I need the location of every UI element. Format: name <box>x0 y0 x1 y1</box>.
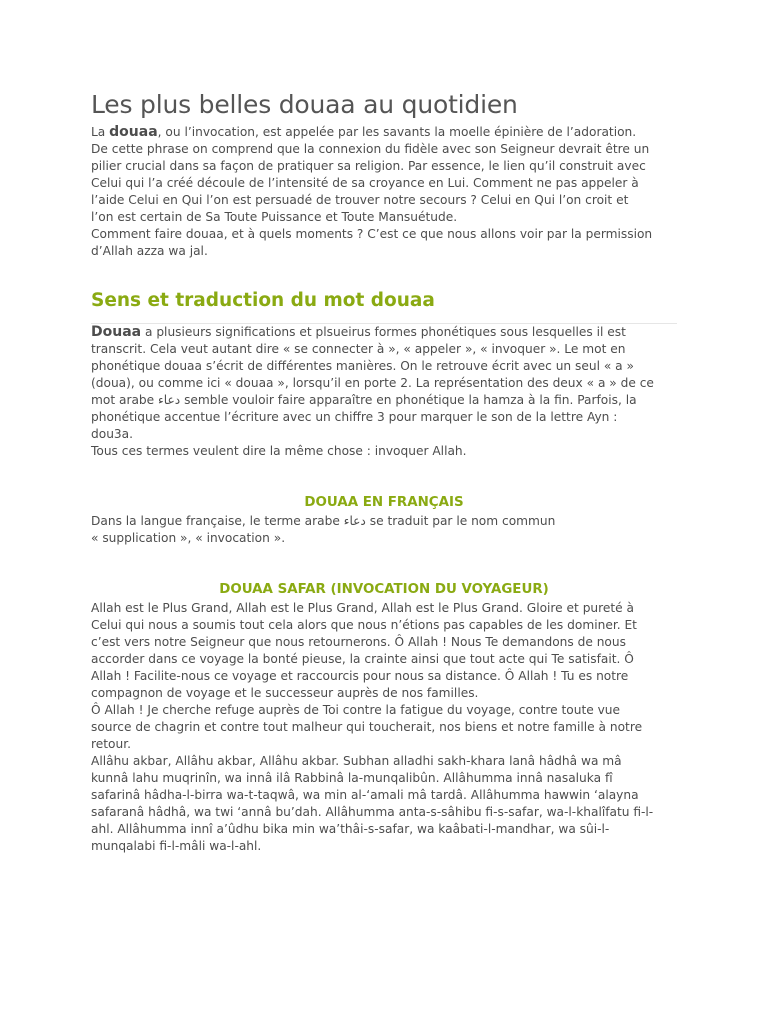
sens-term: Douaa <box>91 324 142 340</box>
translit-line-1: Allâhu akbar, Allâhu akbar, Allâhu akbar. Subhan alladhi sakh-khara lanâ hâdhâ wa mâ <box>91 754 622 768</box>
intro-term: douaa <box>109 124 158 140</box>
francais-line-2: « supplication », « invocation ». <box>91 531 286 545</box>
safar-line-1: Allah est le Plus Grand, Allah est le Plus Grand, Allah est le Plus Grand. Gloire et pureté à <box>91 601 635 615</box>
sens-line-4: (doua), ou comme ici « douaa », lorsqu’il en porte 2. La représentation des deux « a » de ce <box>91 376 654 390</box>
sens-line-6: phonétique accentue l’écriture avec un chiffre 3 pour marquer le son de la lettre Ayn : <box>91 410 618 424</box>
francais-line-1: Dans la langue française, le terme arabe دعاء se traduit par le nom commun <box>91 514 556 528</box>
safar-transliteration-paragraph <box>91 753 681 855</box>
translit-line-4: safaranâ hâdhâ, wa twi ‘annâ bu’dah. Allâhumma anta-s-sâhibu fi-s-safar, wa-l-khalîfatu fi-l- <box>91 805 654 819</box>
intro-line-2: De cette phrase on comprend que la connexion du fidèle avec son Seigneur devrait être un <box>91 142 650 156</box>
translit-line-2: kunnâ lahu muqrinîn, wa innâ ilâ Rabbinâ la-munqalibûn. Allâhumma innâ nasaluka fî <box>91 771 613 785</box>
intro-prefix: La <box>91 125 110 139</box>
translit-line-6: munqalabi fi-l-mâli wa-l-ahl. <box>91 839 262 853</box>
section-heading-francais: DOUAA EN FRANÇAIS <box>304 495 464 510</box>
section-heading-sens: Sens et traduction du mot douaa <box>91 290 435 311</box>
intro-line-7: Comment faire douaa, et à quels moments ? C’est ce que nous allons voir par la permission <box>91 227 653 241</box>
safar-line-7: Ô Allah ! Je cherche refuge auprès de Toi contre la fatigue du voyage, contre toute vue <box>91 703 621 717</box>
sens-line-5: mot arabe دعاء semble vouloir faire apparaître en phonétique la hamza à la fin. Parfois, la <box>91 393 637 407</box>
intro-line-3: pilier crucial dans sa façon de pratiquer sa religion. Par essence, le lien qu’il construit avec <box>91 159 646 173</box>
safar-line-4: accorder dans ce voyage la bonté pieuse, la crainte ainsi que tout acte qui Te satisfait. Ô <box>91 652 634 666</box>
sens-line-8: Tous ces termes veulent dire la même chose : invoquer Allah. <box>91 444 467 458</box>
document-page <box>91 86 681 855</box>
translit-line-3: safarinâ hâdha-l-birra wa-t-taqwâ, wa min al-‘amali mâ tardâ. Allâhumma hawwin ‘alayna <box>91 788 639 802</box>
safar-line-3: c’est vers notre Seigneur que nous retournerons. Ô Allah ! Nous Te demandons de nous <box>91 635 626 649</box>
safar-line-6: compagnon de voyage et le successeur auprès de nos familles. <box>91 686 479 700</box>
intro-paragraph <box>91 124 681 260</box>
intro-line-1: La douaa, ou l’invocation, est appelée par les savants la moelle épinière de l’adoration. <box>91 124 637 140</box>
safar-line-5: Allah ! Facilite-nous ce voyage et raccourcis pour nous sa distance. Ô Allah ! Tu es notre <box>91 669 629 683</box>
sens-paragraph <box>91 324 681 460</box>
safar-line-2: Celui qui nous a soumis tout cela alors que nous n’étions pas capables de les dominer. Et <box>91 618 637 632</box>
safar-translation-paragraph <box>91 600 681 753</box>
sens-line-3: phonétique douaa s’écrit de différentes manières. On le retrouve écrit avec un seul « a » <box>91 359 634 373</box>
intro-line-8: d’Allah azza wa jal. <box>91 244 208 258</box>
section-heading-safar: DOUAA SAFAR (INVOCATION DU VOYAGEUR) <box>219 582 549 597</box>
safar-line-9: retour. <box>91 737 131 751</box>
intro-line-6: l’on est certain de Sa Toute Puissance et Toute Mansuétude. <box>91 210 458 224</box>
intro-line-4: Celui qui l’a créé découle de l’intensité de sa croyance en Lui. Comment ne pas appeler à <box>91 176 639 190</box>
page-title: Les plus belles douaa au quotidien <box>91 90 518 119</box>
sens-line-1: Douaa a plusieurs significations et plsueirus formes phonétiques sous lesquelles il est <box>91 324 626 340</box>
safar-line-8: source de chagrin et contre tout malheur qui toucherait, nos biens et notre famille à notre <box>91 720 643 734</box>
francais-paragraph <box>91 513 681 547</box>
translit-line-5: ahl. Allâhumma innî a’ûdhu bika min wa’thâi-s-safar, wa kaâbati-l-mandhar, wa sûi-l- <box>91 822 610 836</box>
sens-line-2: transcrit. Cela veut autant dire « se connecter à », « appeler », « invoquer ». Le mot en <box>91 342 626 356</box>
intro-line-5: l’aide Celui en Qui l’on est persuadé de trouver notre secours ? Celui en Qui l’on croit et <box>91 193 629 207</box>
sens-line-7: dou3a. <box>91 427 134 441</box>
